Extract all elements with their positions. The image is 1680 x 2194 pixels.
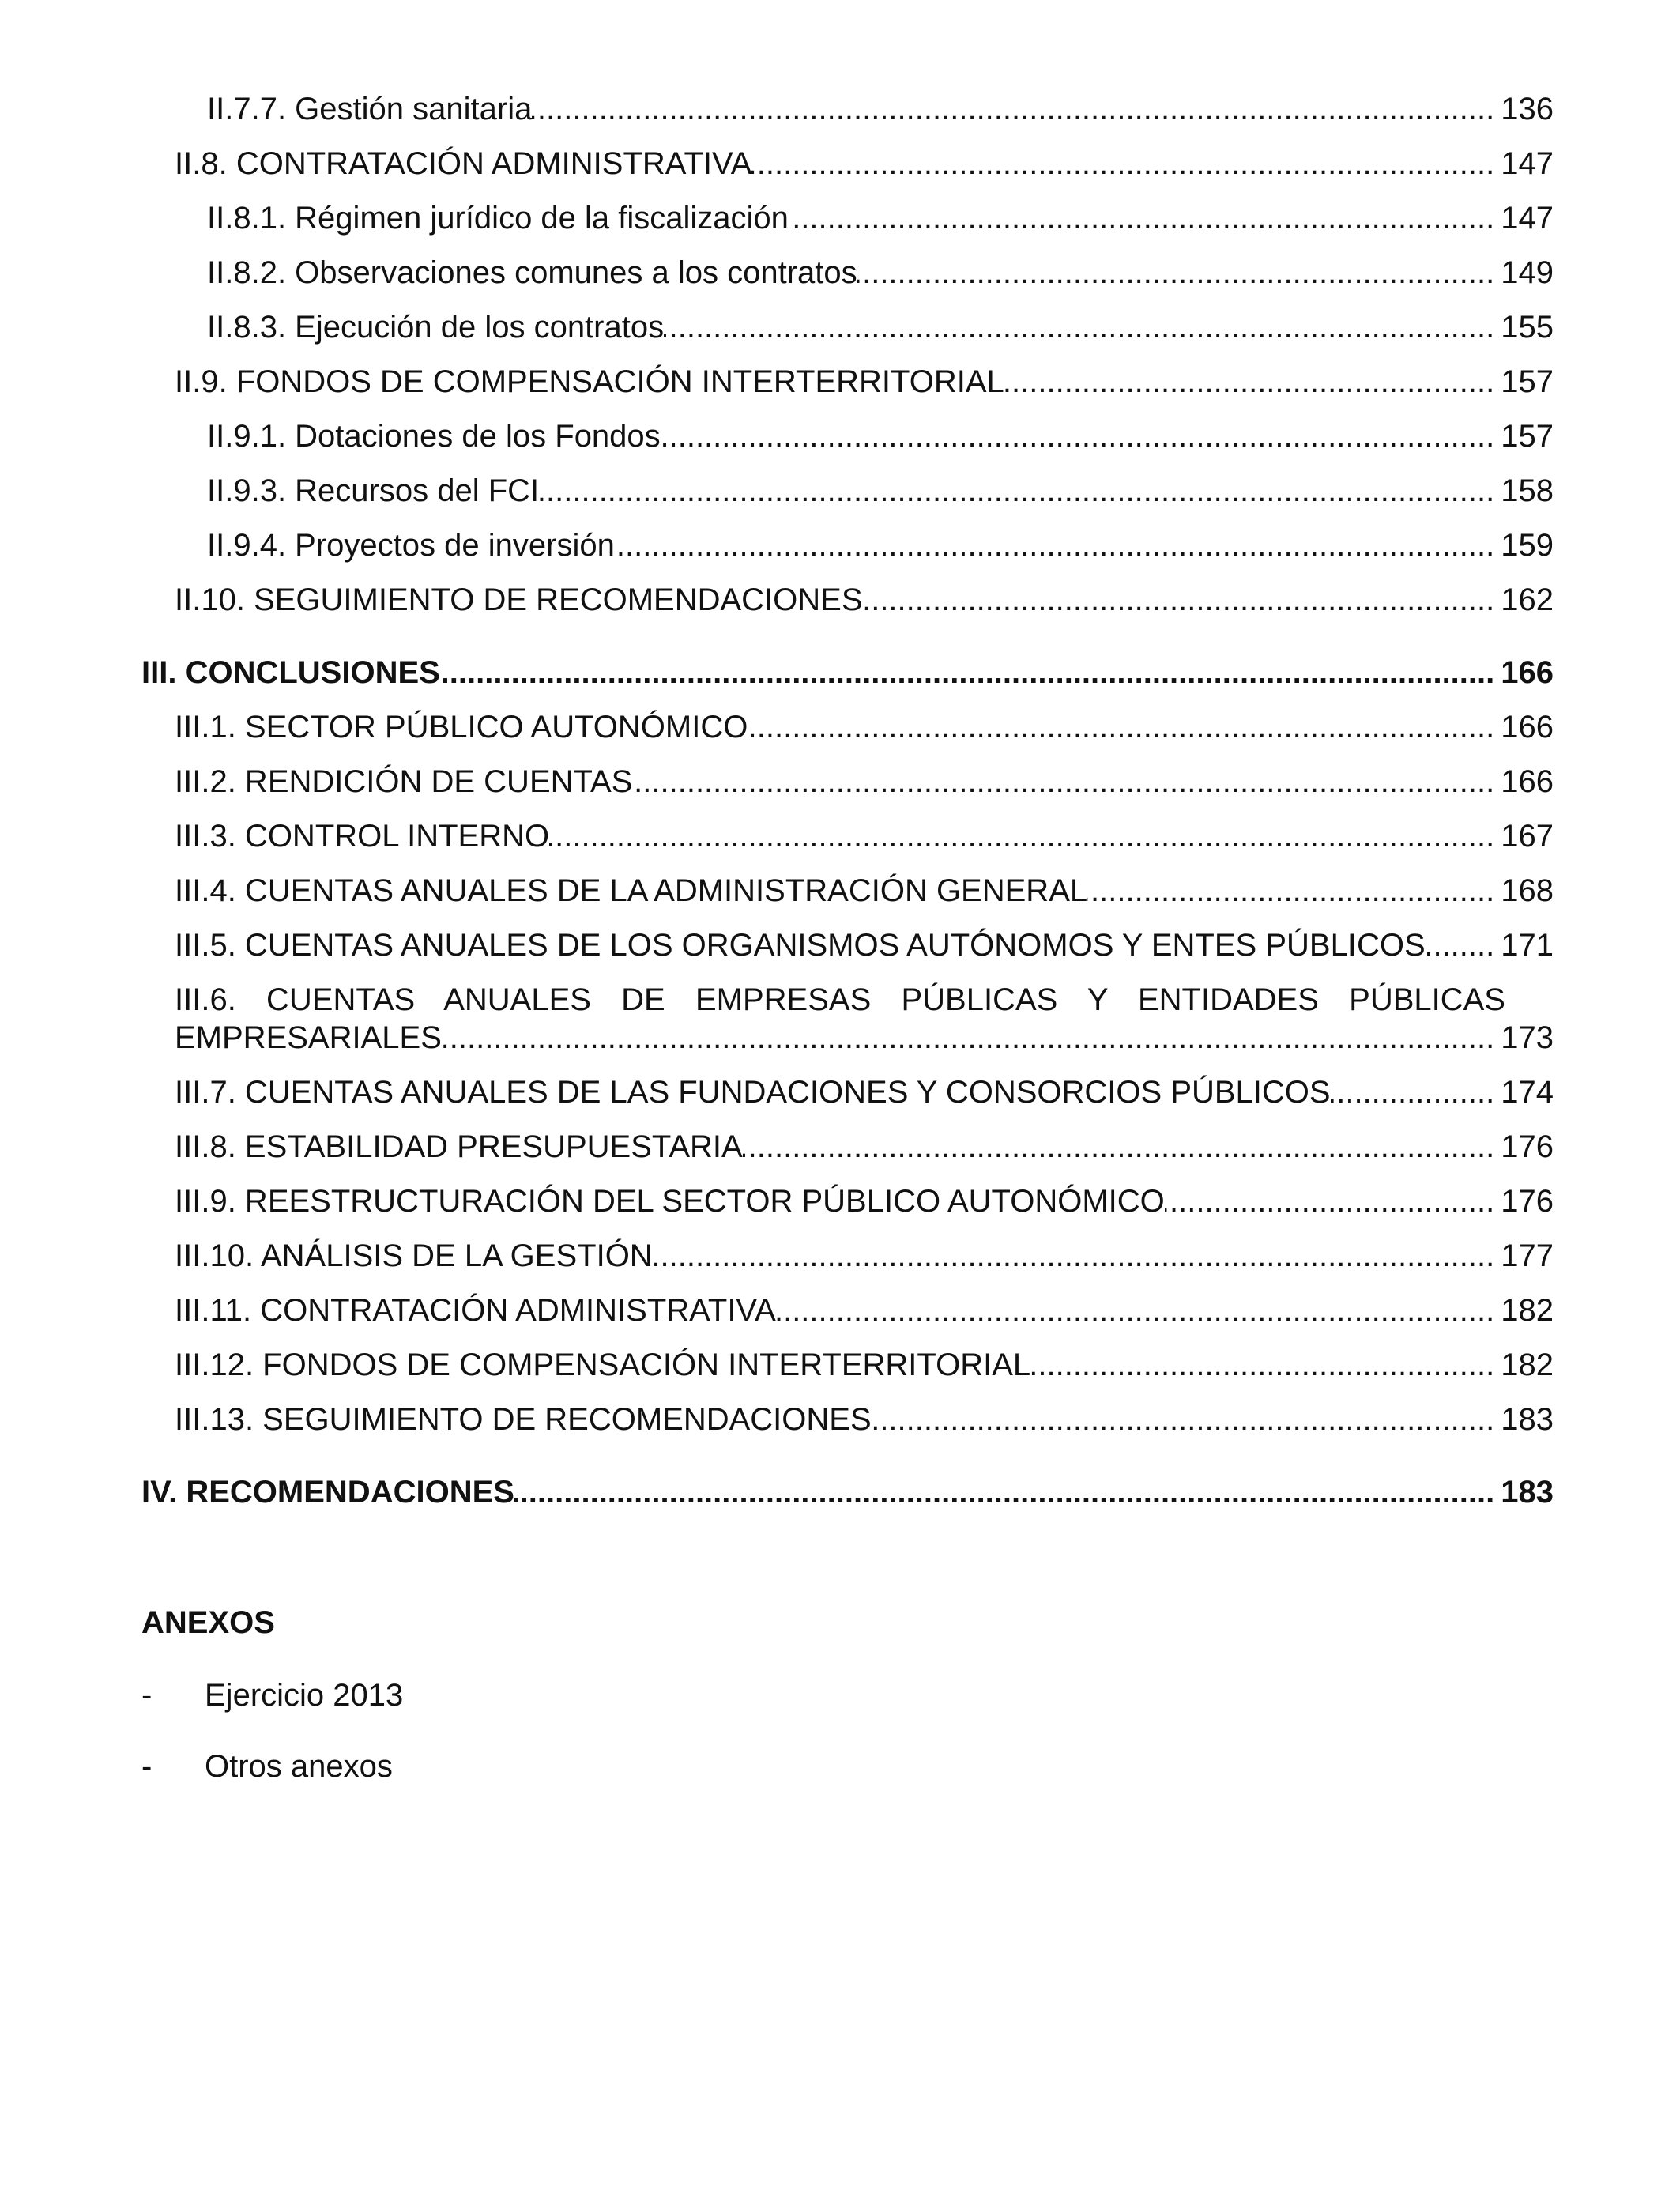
toc-entry [0,1128,1554,1166]
toc-page-number: 174 [1501,1075,1554,1110]
annex-list-item [0,1676,1554,1714]
toc-leader [653,1237,1501,1275]
toc-leader [549,817,1501,855]
annex-item-text: Ejercicio 2013 [205,1678,404,1713]
toc-leader [1165,1182,1501,1220]
toc-page-number: 183 [1501,1475,1554,1510]
toc-leader [1087,872,1501,910]
toc-entry-title: III. CONCLUSIONES [141,655,440,690]
toc-entry [0,708,1554,746]
toc-leader [514,1473,1501,1511]
toc-chapter-entry [0,1473,1554,1511]
toc-page-number: 147 [1501,146,1554,181]
toc-entry-title: II.10. SEGUIMIENTO DE RECOMENDACIONES [175,582,863,617]
toc-entry [0,254,1554,292]
toc-entry [0,308,1554,346]
toc-leader [632,763,1501,801]
toc-entry-title: II.7.7. Gestión sanitaria [207,92,533,126]
toc-entry [0,363,1554,401]
annexes-heading: ANEXOS [141,1605,275,1640]
toc-entry-continuation [175,1019,1554,1057]
toc-leader [748,708,1501,746]
toc-leader [1331,1073,1501,1111]
toc-entry-title: II.9. FONDOS DE COMPENSACIÓN INTERTERRITORIAL [175,364,1004,399]
toc-leader [615,526,1501,564]
toc-entry-title: IV. RECOMENDACIONES [141,1475,514,1510]
toc-entry-title: II.9.4. Proyectos de inversión [207,528,615,563]
toc-entry-title: III.6. CUENTAS ANUALES DE EMPRESAS PÚBLICAS Y ENTIDADES PÚBLICAS [175,982,1505,1017]
toc-page-number: 177 [1501,1238,1554,1273]
toc-page-number: 157 [1501,419,1554,454]
toc-leader [1030,1346,1501,1384]
toc-page-number: 176 [1501,1129,1554,1164]
toc-entry [0,763,1554,801]
toc-entry-title: III.1. SECTOR PÚBLICO AUTONÓMICO [175,710,748,745]
toc-entry [0,1346,1554,1384]
toc-page-number: 166 [1501,764,1554,799]
annex-bullet: - [141,1749,153,1784]
toc-entry [0,581,1554,619]
toc-entry-title: III.7. CUENTAS ANUALES DE LAS FUNDACIONES Y CONSORCIOS PÚBLICOS [175,1075,1331,1110]
toc-leader [442,1019,1501,1057]
toc-entry [0,926,1554,964]
annex-bullet: - [141,1678,153,1713]
toc-page-number: 157 [1501,364,1554,399]
toc-entry [0,90,1554,128]
toc-leader [1004,363,1501,401]
toc-page-number: 162 [1501,582,1554,617]
toc-leader [872,1400,1501,1438]
toc-entry [0,817,1554,855]
toc-entry [0,199,1554,237]
toc-leader [789,199,1501,237]
toc-chapter-entry [0,654,1554,692]
toc-entry-title: III.12. FONDOS DE COMPENSACIÓN INTERTERRITORIAL [175,1348,1031,1382]
toc-entry [0,472,1554,510]
toc-entry-title: III.5. CUENTAS ANUALES DE LOS ORGANISMOS AUTÓNOMOS Y ENTES PÚBLICOS [175,928,1426,963]
toc-entry [0,872,1554,910]
toc-page-number: 182 [1501,1293,1554,1328]
toc-entry-title: II.8.2. Observaciones comunes a los contratos [207,255,857,290]
toc-entry [0,1400,1554,1438]
toc-entry-title-continued: EMPRESARIALES [175,1020,442,1055]
toc-entry-title: II.8. CONTRATACIÓN ADMINISTRATIVA [175,146,752,181]
toc-page-number: 149 [1501,255,1554,290]
toc-entry-title: II.8.3. Ejecución de los contratos [207,310,665,345]
toc-page-number: 158 [1501,473,1554,508]
toc-page-number: 155 [1501,310,1554,345]
toc-entry [0,1237,1554,1275]
toc-leader [661,417,1501,455]
toc-entry-title: III.3. CONTROL INTERNO [175,819,550,854]
toc-leader [532,90,1501,128]
toc-entry-title: II.8.1. Régimen jurídico de la fiscalización [207,201,789,236]
toc-entry-title: III.4. CUENTAS ANUALES DE LA ADMINISTRACIÓN GENERAL [175,873,1088,908]
toc-leader [664,308,1501,346]
toc-entry-title: III.2. RENDICIÓN DE CUENTAS [175,764,633,799]
toc-page-number: 136 [1501,92,1554,126]
toc-entry-title: II.9.3. Recursos del FCI [207,473,540,508]
toc-page-number: 159 [1501,528,1554,563]
toc-leader [1426,926,1501,964]
toc-page-number: 168 [1501,873,1554,908]
toc-entry-title: III.9. REESTRUCTURACIÓN DEL SECTOR PÚBLICO AUTONÓMICO [175,1184,1165,1219]
toc-leader [776,1291,1501,1329]
toc-entry [0,526,1554,564]
toc-page-number: 183 [1501,1402,1554,1437]
toc-entry-title: II.9.1. Dotaciones de los Fondos [207,419,661,454]
annex-item-text: Otros anexos [205,1749,393,1784]
annex-list-item [0,1747,1554,1785]
toc-entry [0,1291,1554,1329]
toc-entry [0,1182,1554,1220]
toc-page-number: 173 [1501,1020,1554,1055]
toc-page-number: 182 [1501,1348,1554,1382]
toc-page-number: 166 [1501,655,1554,690]
toc-page-number: 176 [1501,1184,1554,1219]
toc-leader [751,145,1501,183]
toc-entry [0,981,1554,1057]
toc-entry [0,1073,1554,1111]
toc-entry-title: III.8. ESTABILIDAD PRESUPUESTARIA [175,1129,743,1164]
toc-page-number: 171 [1501,928,1554,963]
toc-leader [743,1128,1501,1166]
table-of-contents [0,90,1554,1785]
toc-entry [0,145,1554,183]
toc-entry-title: III.13. SEGUIMIENTO DE RECOMENDACIONES [175,1402,872,1437]
toc-entry-title: III.11. CONTRATACIÓN ADMINISTRATIVA [175,1293,776,1328]
toc-leader [857,254,1501,292]
toc-leader [863,581,1501,619]
toc-page-number: 167 [1501,819,1554,854]
toc-entry [0,417,1554,455]
toc-leader [440,654,1501,692]
toc-entry-title: III.10. ANÁLISIS DE LA GESTIÓN [175,1238,653,1273]
toc-leader [539,472,1501,510]
toc-page-number: 166 [1501,710,1554,745]
toc-page-number: 147 [1501,201,1554,236]
